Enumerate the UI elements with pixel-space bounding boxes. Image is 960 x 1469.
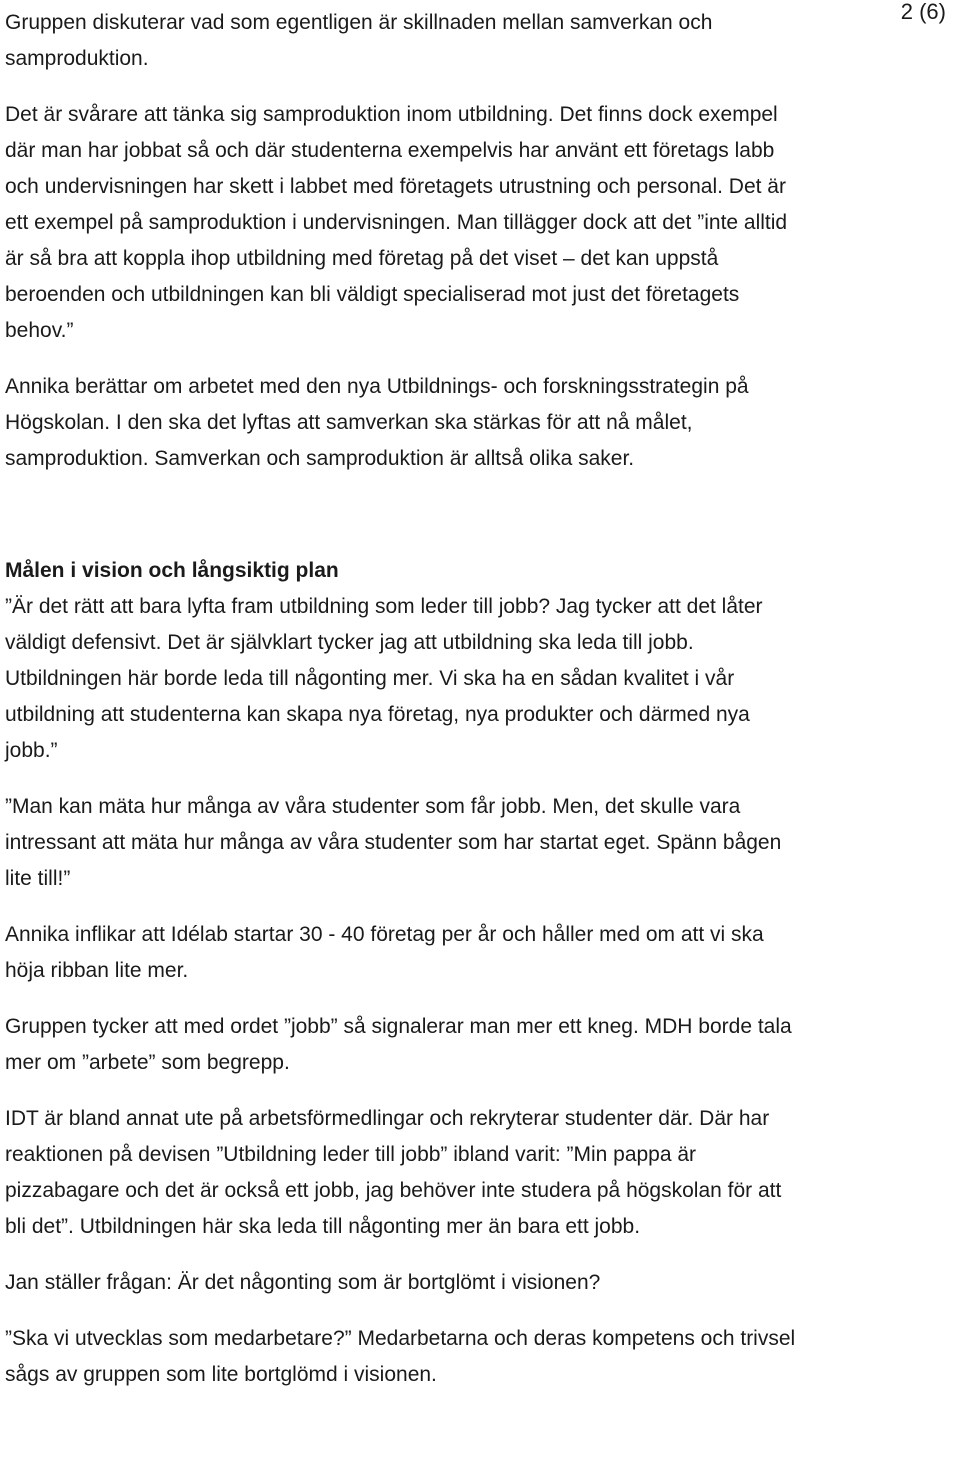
paragraph: Jan ställer frågan: Är det någonting som är bortglömt i visionen?	[5, 1271, 601, 1294]
section-gap	[5, 497, 805, 553]
paragraph: Annika inflikar att Idélab startar 30 - 40 företag per år och håller med om att vi ska höja ribban lite mer.	[5, 923, 764, 982]
paragraph: IDT är bland annat ute på arbetsförmedlingar och rekryterar studenter där. Där har reaktionen på devisen ”Utbildning leder till jobb” ibland varit: ”Min pappa är pizzabagare och det är också ett jobb, jag behöver inte studera på högskolan för att bli det”. Utbildningen här ska leda till någonting mer än bara ett jobb.	[5, 1107, 782, 1238]
paragraph: ”Man kan mäta hur många av våra studenter som får jobb. Men, det skulle vara intressant att mäta hur många av våra studenter som har startat eget. Spänn bågen lite till!”	[5, 795, 782, 890]
paragraph: Det är svårare att tänka sig samproduktion inom utbildning. Det finns dock exempel där man har jobbat så och där studenterna exempelvis har använt ett företags labb och undervisningen har skett i labbet med företagets utrustning och personal. Det är ett exempel på samproduktion i undervisningen. Man tillägger dock att det ”inte alltid är så bra att koppla ihop utbildning med företag på det viset – det kan uppstå beroenden och utbildningen kan bli väldigt specialiserad mot just det företagets behov.”	[5, 103, 788, 342]
paragraph: ”Är det rätt att bara lyfta fram utbildning som leder till jobb? Jag tycker att det låter väldigt defensivt. Det är självklart tycker jag att utbildning ska leda till jobb. Utbildningen här borde leda till någonting mer. Vi ska ha en sådan kvalitet i vår utbildning att studenterna kan skapa nya företag, nya produkter och därmed nya jobb.”	[5, 595, 763, 762]
paragraph: Annika berättar om arbetet med den nya Utbildnings- och forskningsstrategin på Högskolan. I den ska det lyftas att samverkan ska stärkas för att nå målet, samproduktion. Samverkan och samproduktion är alltså olika saker.	[5, 375, 749, 470]
section-heading: Målen i vision och långsiktig plan	[5, 559, 339, 582]
paragraph: ”Ska vi utvecklas som medarbetare?” Medarbetarna och deras kompetens och trivsel sågs av gruppen som lite bortglömd i visionen.	[5, 1327, 796, 1386]
paragraph: Gruppen tycker att med ordet ”jobb” så signalerar man mer ett kneg. MDH borde tala mer om ”arbete” som begrepp.	[5, 1015, 792, 1074]
paragraph: Gruppen diskuterar vad som egentligen är skillnaden mellan samverkan och samproduktion.	[5, 11, 713, 70]
document-body	[5, 5, 805, 1413]
page-number: 2 (6)	[900, 0, 946, 24]
